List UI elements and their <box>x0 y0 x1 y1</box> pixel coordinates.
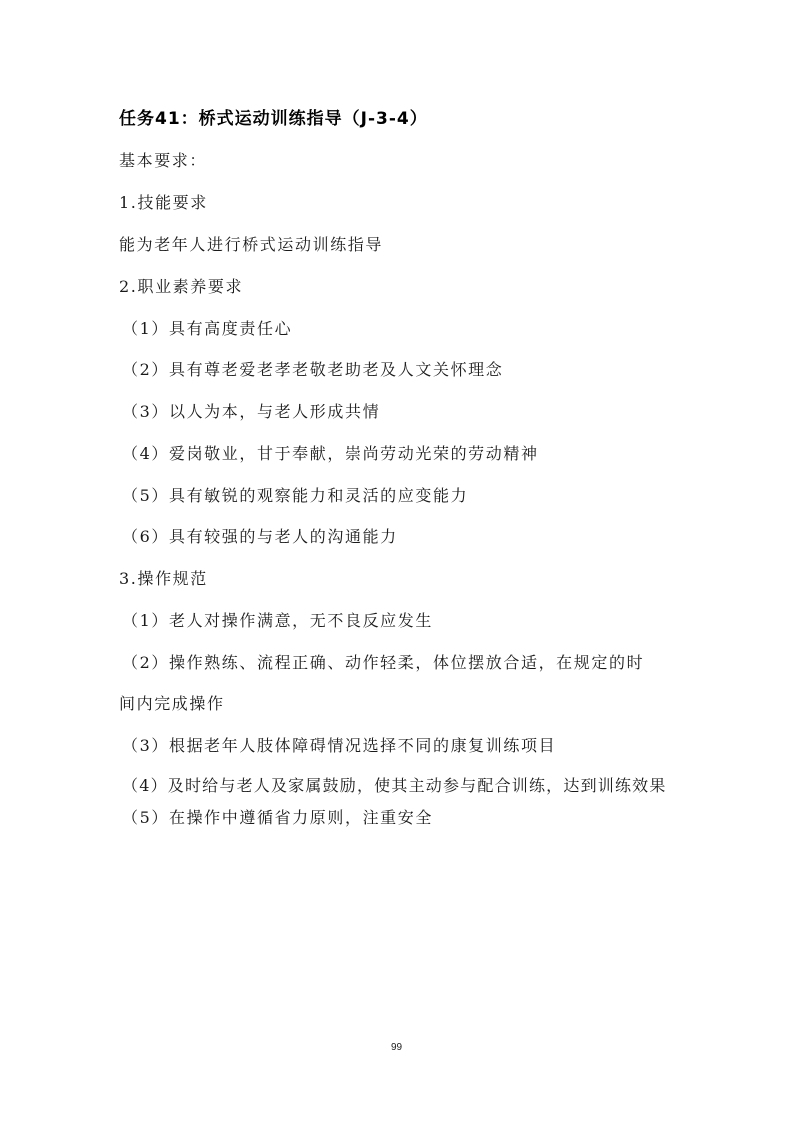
quality-item-5: （5）具有敏锐的观察能力和灵活的应变能力 <box>122 486 469 505</box>
standard-item-1: （1）老人对操作满意，无不良反应发生 <box>122 611 433 630</box>
standard-item-3: （3）根据老年人肢体障碍情况选择不同的康复训练项目 <box>122 736 557 755</box>
quality-item-3: （3）以人为本，与老人形成共情 <box>122 402 381 421</box>
standard-item-5: （5）在操作中遵循省力原则，注重安全 <box>122 808 433 827</box>
standard-item-2-continued: 间内完成操作 <box>119 694 225 713</box>
page-number: 99 <box>390 1042 403 1053</box>
standard-item-2: （2）操作熟练、流程正确、动作轻柔，体位摆放合适，在规定的时 <box>122 653 645 672</box>
basic-requirements-heading: 基本要求： <box>119 151 208 170</box>
skill-requirement-text: 能为老年人进行桥式运动训练指导 <box>119 235 384 254</box>
quality-item-6: （6）具有较强的与老人的沟通能力 <box>122 527 398 546</box>
operation-standards-heading: 3.操作规范 <box>119 569 208 588</box>
quality-item-4: （4）爱岗敬业，甘于奉献，崇尚劳动光荣的劳动精神 <box>122 444 539 463</box>
quality-item-1: （1）具有高度责任心 <box>122 319 293 338</box>
skill-requirements-heading: 1.技能要求 <box>119 193 208 212</box>
quality-item-2: （2）具有尊老爱老孝老敬老助老及人文关怀理念 <box>122 360 504 379</box>
professional-quality-heading: 2.职业素养要求 <box>119 277 244 296</box>
task-title: 任务41：桥式运动训练指导（J-3-4） <box>119 109 428 129</box>
standard-item-4: （4）及时给与老人及家属鼓励，使其主动参与配合训练，达到训练效果 <box>122 776 667 795</box>
